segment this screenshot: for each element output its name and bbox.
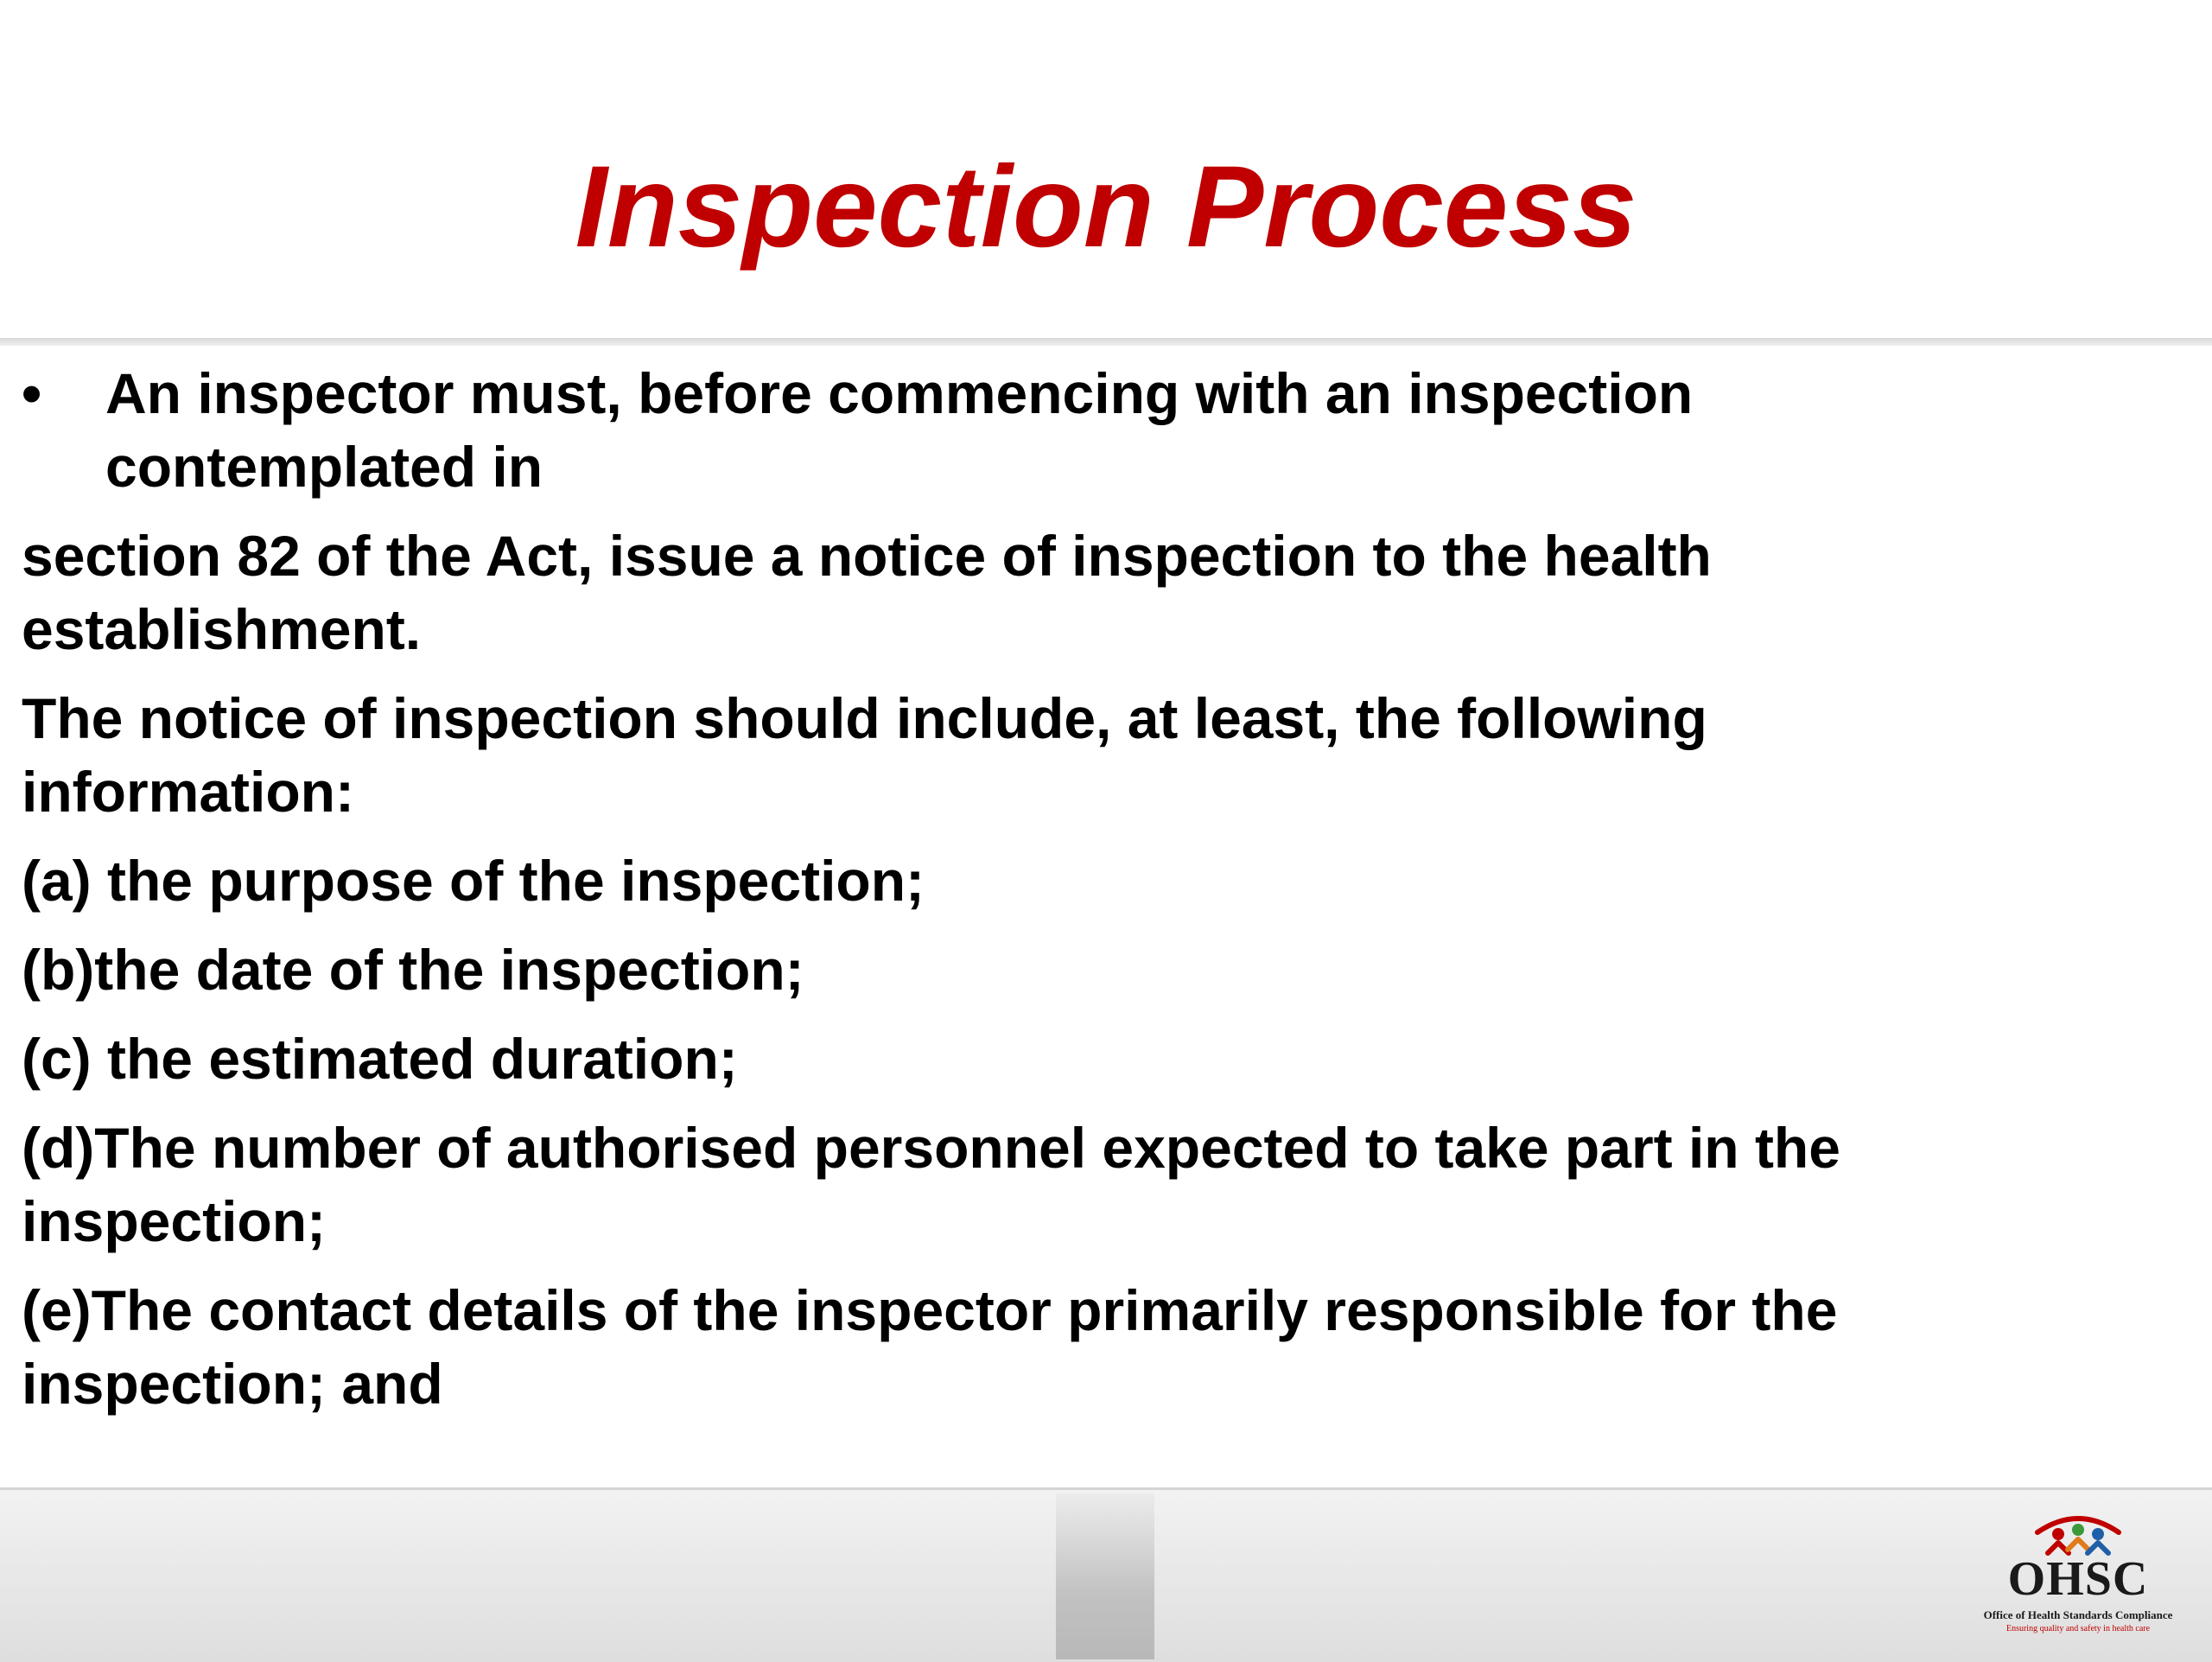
logo-full-name: Office of Health Standards Compliance	[1983, 1608, 2173, 1621]
bullet-icon: •	[22, 361, 42, 425]
ohsc-logo	[1970, 1508, 2186, 1646]
logo-name: OHSC	[2007, 1552, 2149, 1606]
list-item-a: (a) the purpose of the inspection;	[22, 849, 925, 913]
list-item-c: (c) the estimated duration;	[22, 1027, 738, 1091]
bullet-item	[22, 357, 1905, 504]
slide-body	[22, 357, 1905, 1436]
list-item-e: (e)The contact details of the inspector primarily responsible for the inspection; and	[22, 1278, 1838, 1416]
logo-tagline: Ensuring quality and safety in health care	[2005, 1624, 2151, 1633]
list-item-b: (b)the date of the inspection;	[22, 938, 804, 1002]
paragraph-notice-info: The notice of inspection should include, at least, the following information:	[22, 686, 1707, 824]
slide-title: Inspection Process	[575, 143, 1637, 271]
paragraph-section-82: section 82 of the Act, issue a notice of inspection to the health establishment.	[22, 524, 1712, 661]
footer-tab	[1056, 1493, 1154, 1659]
bullet-text: An inspector must, before commencing with an inspection contemplated in	[105, 361, 1694, 499]
list-item-d: (d)The number of authorised personnel expected to take part in the inspection;	[22, 1116, 1840, 1253]
title-divider	[0, 338, 2212, 346]
